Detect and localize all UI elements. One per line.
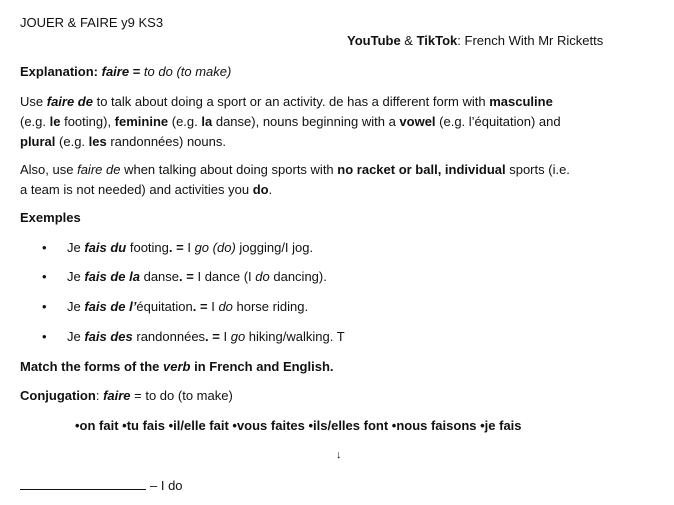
ex-trans-italic: go (230, 329, 246, 344)
ex-sep: . = (179, 269, 198, 284)
ex-je: Je (67, 299, 85, 314)
p1-text: (e.g. l’équitation) and (435, 114, 561, 129)
p1-vowel: vowel (399, 114, 436, 129)
ex-je: Je (67, 269, 85, 284)
paragraph-when (20, 160, 620, 200)
p1-le: le (49, 114, 61, 129)
explanation-label: Explanation: (20, 64, 102, 79)
p1-text: to talk about doing a sport or an activity. de has a different form with (92, 94, 490, 109)
ex-trans: I (223, 329, 231, 344)
ex-trans: dancing). (269, 269, 327, 284)
doc-title: JOUER & FAIRE y9 KS3 (20, 15, 164, 30)
ex-sep: . = (168, 240, 188, 255)
conjugation-colon: : (95, 388, 104, 403)
p1-plural: plural (20, 134, 56, 149)
p1-text: footing), (60, 114, 115, 129)
p2-text: sports (i.e. (505, 162, 570, 177)
ex-trans: I dance (I (197, 269, 256, 284)
credit-line (347, 33, 603, 48)
ex-je: Je (67, 240, 85, 255)
ex-verb: fais du (84, 240, 127, 255)
answer-blank[interactable] (20, 478, 146, 490)
ex-trans: horse riding. (232, 299, 309, 314)
ex-verb: fais de l’ (84, 299, 137, 314)
p2-do: do (252, 182, 269, 197)
examples-heading: Exemples (20, 210, 81, 225)
ex-noun: équitation (136, 299, 193, 314)
ex-trans-italic: do (218, 299, 233, 314)
bullet-dot: • (42, 269, 47, 284)
p1-text: (e.g. (55, 134, 89, 149)
p1-text: (e.g. (20, 114, 50, 129)
p1-la: la (201, 114, 213, 129)
verb-forms-list: •on fait •tu fais •il/elle fait •vous faites •ils/elles font •nous faisons •je fais (75, 418, 522, 433)
ex-verb: fais des (84, 329, 133, 344)
explanation-meaning: to do (to make) (143, 64, 232, 79)
p2-text: Also, use (20, 162, 78, 177)
credit-tiktok: TikTok (416, 33, 458, 48)
p2-text: a team is not needed) and activities you (20, 182, 253, 197)
p2-text: when talking about doing sports with (120, 162, 338, 177)
explanation-line (20, 64, 231, 79)
ex-trans: I (187, 240, 195, 255)
down-arrow-icon: ↓ (336, 449, 342, 461)
explanation-verb: faire (101, 64, 130, 79)
match-verb: verb (163, 359, 191, 374)
credit-amp: & (400, 33, 417, 48)
p1-text: danse), nouns beginning with a (212, 114, 400, 129)
ex-sep: . = (205, 329, 224, 344)
example-item (42, 269, 327, 284)
p2-text: . (268, 182, 273, 197)
conjugation-verb: faire (103, 388, 131, 403)
p1-text: Use (20, 94, 47, 109)
ex-sep: . = (192, 299, 212, 314)
conjugation-meaning: = to do (to make) (130, 388, 233, 403)
match-text: in French and English. (190, 359, 334, 374)
p1-text: randonnées) nouns. (106, 134, 226, 149)
answer-english: – I do (150, 478, 183, 493)
p1-feminine: feminine (114, 114, 169, 129)
p2-no-racket: no racket or ball, individual (337, 162, 506, 177)
ex-je: Je (67, 329, 85, 344)
bullet-dot: • (42, 329, 47, 344)
ex-noun: randonnées (132, 329, 206, 344)
p1-faire-de: faire de (46, 94, 93, 109)
ex-noun: danse (139, 269, 180, 284)
conjugation-line (20, 388, 233, 403)
p1-les: les (88, 134, 107, 149)
ex-verb: fais de la (84, 269, 140, 284)
example-item (42, 299, 308, 314)
bullet-dot: • (42, 240, 47, 255)
conjugation-label: Conjugation (20, 388, 96, 403)
bullet-dot: • (42, 299, 47, 314)
match-text: Match the forms of the (20, 359, 164, 374)
p2-faire-de: faire de (77, 162, 121, 177)
credit-youtube: YouTube (347, 33, 401, 48)
paragraph-usage (20, 92, 620, 152)
credit-rest: : French With Mr Ricketts (457, 33, 604, 48)
match-instruction (20, 359, 334, 374)
example-item (42, 240, 313, 255)
ex-trans-italic: do (255, 269, 270, 284)
ex-trans: hiking/walking. T (245, 329, 345, 344)
example-item (42, 329, 345, 344)
p1-text: (e.g. (168, 114, 202, 129)
ex-trans: jogging/I jog. (235, 240, 314, 255)
explanation-eq: = (129, 64, 144, 79)
ex-noun: footing (126, 240, 169, 255)
answer-row (20, 478, 183, 493)
p1-masculine: masculine (489, 94, 553, 109)
ex-trans-italic: go (do) (194, 240, 236, 255)
ex-trans: I (211, 299, 219, 314)
